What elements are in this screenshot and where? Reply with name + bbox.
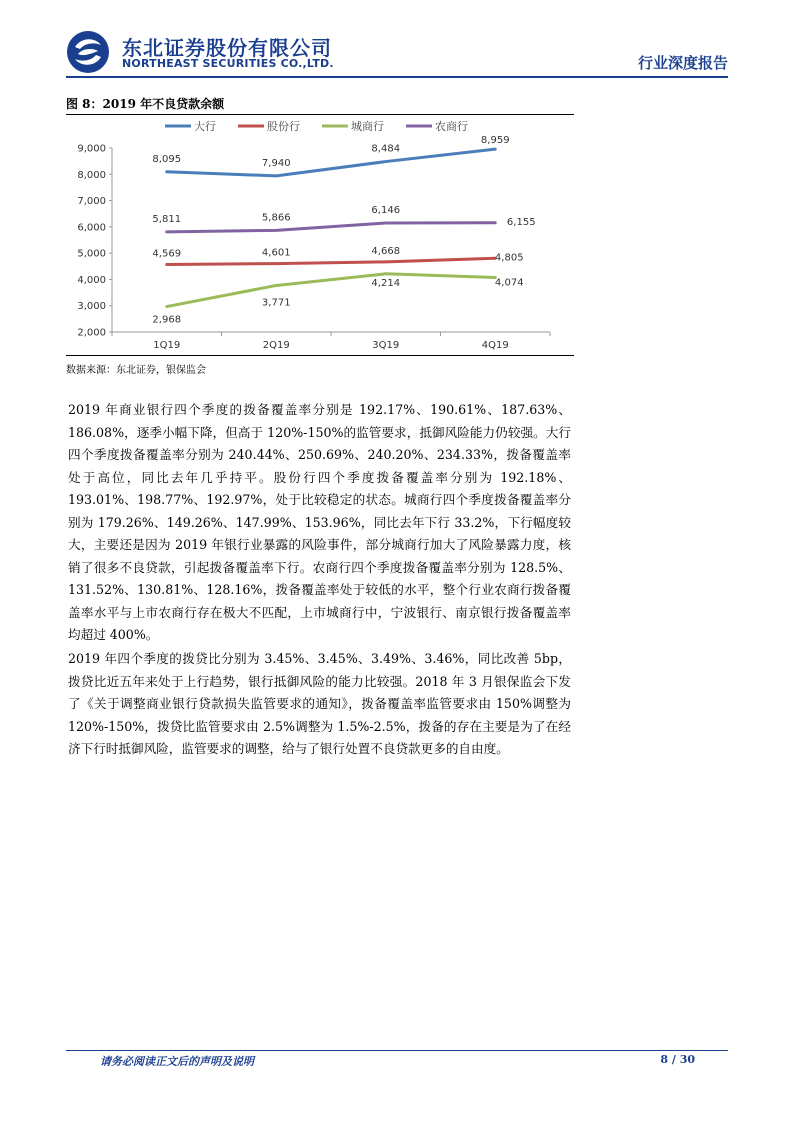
data-label: 4,214: [371, 277, 401, 289]
figure-title: 图 8：2019 年不良贷款余额: [66, 97, 225, 111]
chart-series: [167, 149, 496, 309]
x-axis: [112, 332, 550, 351]
data-label: 8,095: [152, 153, 182, 165]
company-name-cn: 东北证券股份有限公司: [122, 36, 332, 60]
page-header: [66, 30, 728, 74]
npl-balance-line-chart: [60, 115, 574, 355]
company-name-en: NORTHEAST SECURITIES CO.,LTD.: [122, 57, 334, 70]
page-number: 8 / 30: [660, 1053, 695, 1066]
data-label: 8,959: [480, 135, 510, 147]
legend-label: 农商行: [435, 120, 468, 133]
legend-label: 大行: [194, 120, 216, 133]
data-label: 2,968: [152, 314, 182, 326]
data-label: 3,771: [261, 297, 291, 309]
body-paragraph-2: 2019 年四个季度的拨贷比分别为 3.45%、3.45%、3.49%、3.46%，同比改善 5bp，拨贷比近五年来处于上行趋势，银行抵御风险的能力比较强。2018 年 3 月银保监会下发了《关于调整商业银行贷款损失监管要求的通知》，拨备覆盖率监管要求由 150%调整为 120%-150%，拨贷比监管要求由 2.5%调整为 1.5%-2.5%，拨备的存在主要是为了在经济下行时抵御风险，监管要求的调整，给与了银行处置不良贷款更多的自由度。: [68, 651, 571, 756]
data-label: 6,146: [371, 205, 401, 217]
legend-label: 城商行: [351, 120, 384, 133]
x-tick-label: 1Q19: [153, 340, 181, 351]
footer-disclaimer: 请务必阅读正文后的声明及说明: [100, 1055, 254, 1068]
data-label: 8,484: [371, 143, 401, 155]
header-divider: [66, 76, 728, 78]
y-tick-label: 7,000: [77, 196, 106, 208]
chart-legend: [165, 119, 468, 133]
body-paragraph-1: 2019 年商业银行四个季度的拨备覆盖率分别是 192.17%、190.61%、187.63%、186.08%，逐季小幅下降，但高于 120%-150%的监管要求，抵御风险能力仍较强。大行四个季度拨备覆盖率分别为 240.44%、250.69%、240.20%、234.33%，拨备覆盖率处于高位，同比去年几乎持平。股份行四个季度拨备覆盖率分别为 192.18%、193.01%、198.77%、192.97%，处于比较稳定的状态。城商行四个季度拨备覆盖率分别为 179.26%、149.26%、147.99%、153.96%，同比去年下行 33.2%，下行幅度较大，主要还是因为 2019 年银行业暴露的风险事件，部分城商行加大了风险暴露力度，核销了很多不良贷款，引起拨备覆盖率下行。农商行四个季度拨备覆盖率分别为 128.5%、131.52%、130.81%、128.16%，拨备覆盖率处于较低的水平，整个行业农商行拨备覆盖率水平与上市农商行存在极大不匹配，上市城商行中，宁波银行、南京银行拨备覆盖率均超过 400%。: [68, 402, 571, 642]
y-tick-label: 4,000: [77, 274, 106, 286]
footer-divider: [66, 1050, 728, 1051]
figure-bottom-rule: [66, 355, 574, 356]
y-axis: [77, 144, 112, 339]
y-tick-label: 5,000: [77, 248, 106, 260]
y-tick-label: 8,000: [77, 169, 106, 181]
series-line: [167, 258, 496, 264]
series-line: [167, 223, 496, 232]
data-label: 4,569: [152, 248, 182, 260]
data-label: 5,811: [152, 213, 182, 225]
legend-label: 股份行: [267, 120, 300, 133]
data-label: 6,155: [506, 216, 536, 228]
data-label: 4,601: [261, 247, 291, 259]
series-line: [167, 149, 496, 176]
y-tick-label: 3,000: [77, 301, 106, 313]
figure-source-note: 数据来源：东北证券，银保监会: [66, 365, 206, 376]
data-label: 4,805: [494, 252, 524, 264]
data-label: 4,668: [371, 245, 401, 257]
data-label: 5,866: [261, 212, 291, 224]
report-type-label: 行业深度报告: [637, 54, 728, 72]
y-tick-label: 6,000: [77, 222, 106, 234]
company-logo-icon: [66, 30, 110, 74]
series-line: [167, 274, 496, 307]
data-label: 4,074: [494, 277, 524, 289]
data-label: 7,940: [261, 157, 291, 169]
x-tick-label: 3Q19: [372, 340, 400, 351]
y-tick-label: 2,000: [77, 327, 106, 339]
x-tick-label: 2Q19: [262, 340, 290, 351]
y-tick-label: 9,000: [77, 143, 106, 155]
x-tick-label: 4Q19: [481, 340, 509, 351]
